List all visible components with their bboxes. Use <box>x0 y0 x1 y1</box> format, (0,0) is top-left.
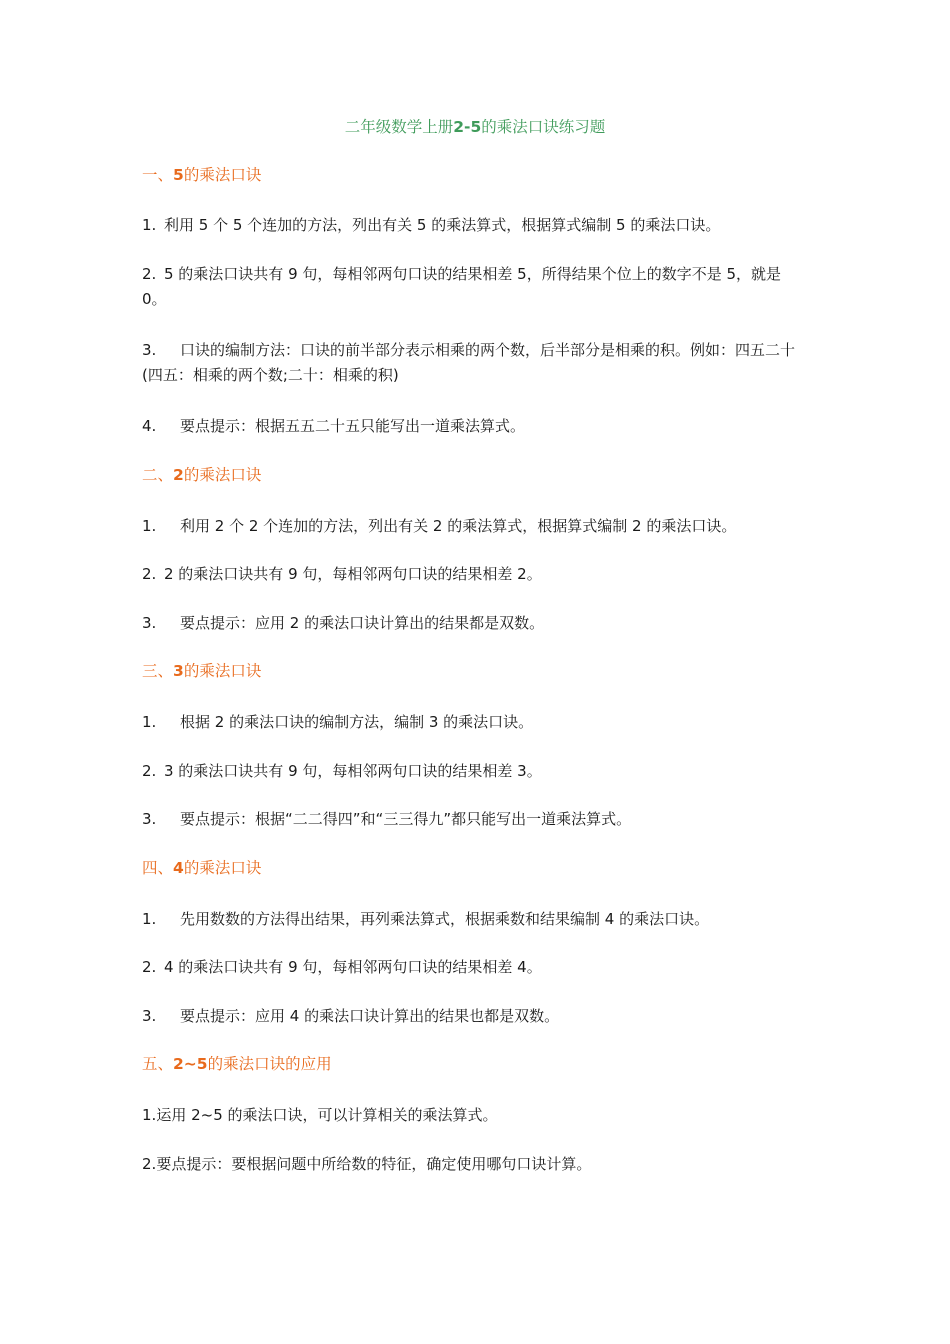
list-item: 4. 要点提示：根据五五二十五只能写出一道乘法算式。 <box>142 417 526 435</box>
list-item: 1. 利用 2 个 2 个连加的方法，列出有关 2 的乘法算式，根据算式编制 2 的乘法口诀。 <box>142 517 737 535</box>
section-heading-1: 一、5的乘法口诀 <box>142 166 262 184</box>
section-heading-2: 二、2的乘法口诀 <box>142 466 262 484</box>
list-item: 2. 2 的乘法口诀共有 9 句，每相邻两句口诀的结果相差 2。 <box>142 565 542 583</box>
list-item: 2. 4 的乘法口诀共有 9 句，每相邻两句口诀的结果相差 4。 <box>142 958 542 976</box>
list-item: 1. 利用 5 个 5 个连加的方法，列出有关 5 的乘法算式，根据算式编制 5 的乘法口诀。 <box>142 216 721 234</box>
list-item: 1.运用 2~5 的乘法口诀，可以计算相关的乘法算式。 <box>142 1106 498 1124</box>
list-item: 3. 要点提示：根据“二二得四”和“三三得九”都只能写出一道乘法算式。 <box>142 810 632 828</box>
list-item: 3. 要点提示：应用 4 的乘法口诀计算出的结果也都是双数。 <box>142 1007 560 1025</box>
list-item: 1. 根据 2 的乘法口诀的编制方法，编制 3 的乘法口诀。 <box>142 713 534 731</box>
list-item: 3. 口诀的编制方法：口诀的前半部分表示相乘的两个数，后半部分是相乘的积。例如：四五二十 (四五：相乘的两个数;二十：相乘的积) <box>142 341 796 384</box>
list-item: 2. 5 的乘法口诀共有 9 句，每相邻两句口诀的结果相差 5，所得结果个位上的数字不是 5，就是 0。 <box>142 265 782 308</box>
section-heading-3: 三、3的乘法口诀 <box>142 662 262 680</box>
list-item: 1. 先用数数的方法得出结果，再列乘法算式，根据乘数和结果编制 4 的乘法口诀。 <box>142 910 710 928</box>
document-title: 二年级数学上册2-5的乘法口诀练习题 <box>344 118 606 136</box>
list-item: 2.要点提示：要根据问题中所给数的特征，确定使用哪句口诀计算。 <box>142 1155 592 1173</box>
section-heading-5: 五、2~5的乘法口诀的应用 <box>142 1055 332 1073</box>
section-heading-4: 四、4的乘法口诀 <box>142 859 262 877</box>
list-item: 2. 3 的乘法口诀共有 9 句，每相邻两句口诀的结果相差 3。 <box>142 762 542 780</box>
list-item: 3. 要点提示：应用 2 的乘法口诀计算出的结果都是双数。 <box>142 614 545 632</box>
